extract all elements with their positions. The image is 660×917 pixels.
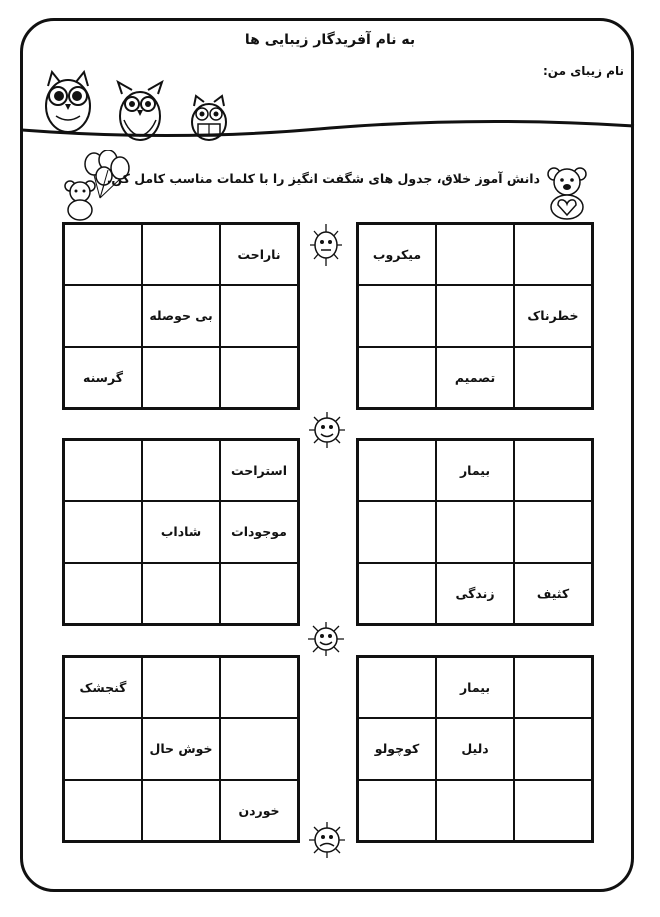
name-label: نام زیبای من: <box>542 64 624 78</box>
grid-cell[interactable]: تصمیم <box>436 347 514 408</box>
grid-cell[interactable] <box>514 657 592 718</box>
virus-icon <box>308 222 344 268</box>
word-grid-bottom-right <box>356 655 594 843</box>
grid-cell[interactable]: میکروب <box>358 224 436 285</box>
grid-cell[interactable] <box>514 780 592 841</box>
grid-cell[interactable] <box>64 440 142 501</box>
grid-cell[interactable] <box>142 780 220 841</box>
grid-cell[interactable] <box>64 501 142 562</box>
grid-cell[interactable] <box>436 780 514 841</box>
grid-cell[interactable] <box>220 563 298 624</box>
grid-cell[interactable] <box>64 224 142 285</box>
grid-cell[interactable] <box>514 224 592 285</box>
teddy-bear-icon <box>60 178 104 222</box>
word-grid-middle-left <box>62 438 300 626</box>
grid-cell[interactable]: کوچولو <box>358 718 436 779</box>
virus-icon <box>306 620 346 658</box>
grid-cell[interactable] <box>436 501 514 562</box>
grid-cell[interactable]: موجودات <box>220 501 298 562</box>
grid-cell[interactable] <box>358 563 436 624</box>
grid-cell[interactable] <box>436 285 514 346</box>
grid-cell[interactable]: بی حوصله <box>142 285 220 346</box>
word-grid-top-left <box>62 222 300 410</box>
grid-cell[interactable]: زندگی <box>436 563 514 624</box>
grid-cell[interactable] <box>142 657 220 718</box>
instruction-text: دانش آموز خلاق، جدول های شگفت انگیز را با کلمات مناسب کامل کن. <box>106 171 540 186</box>
grid-cell[interactable]: خطرناک <box>514 285 592 346</box>
grid-cell[interactable]: شاداب <box>142 501 220 562</box>
word-grid-bottom-left <box>62 655 300 843</box>
teddy-bear-icon <box>544 165 590 221</box>
grid-cell[interactable] <box>64 780 142 841</box>
grid-cell[interactable] <box>358 780 436 841</box>
grid-cell[interactable]: گنجشک <box>64 657 142 718</box>
grid-cell[interactable]: بیمار <box>436 657 514 718</box>
page-title: به نام آفریدگار زیبایی ها <box>244 32 416 48</box>
grid-cell[interactable] <box>142 224 220 285</box>
grid-cell[interactable] <box>220 347 298 408</box>
grid-cell[interactable]: ناراحت <box>220 224 298 285</box>
grid-cell[interactable] <box>220 718 298 779</box>
grid-cell[interactable] <box>64 285 142 346</box>
grid-cell[interactable]: استراحت <box>220 440 298 501</box>
grid-cell[interactable] <box>358 347 436 408</box>
header-wave-divider <box>0 110 660 150</box>
grid-cell[interactable] <box>220 657 298 718</box>
grid-cell[interactable]: بیمار <box>436 440 514 501</box>
virus-icon <box>307 410 347 450</box>
word-grid-middle-right <box>356 438 594 626</box>
grid-cell[interactable]: کثیف <box>514 563 592 624</box>
grid-cell[interactable] <box>142 440 220 501</box>
word-grid-top-right <box>356 222 594 410</box>
grid-cell[interactable] <box>358 657 436 718</box>
grid-cell[interactable] <box>142 347 220 408</box>
grid-cell[interactable]: خوش حال <box>142 718 220 779</box>
grid-cell[interactable]: دلیل <box>436 718 514 779</box>
grid-cell[interactable] <box>358 285 436 346</box>
grid-cell[interactable]: گرسنه <box>64 347 142 408</box>
grid-cell[interactable] <box>514 440 592 501</box>
grid-cell[interactable] <box>64 563 142 624</box>
grid-cell[interactable] <box>220 285 298 346</box>
grid-cell[interactable] <box>514 347 592 408</box>
grid-cell[interactable] <box>436 224 514 285</box>
grid-cell[interactable] <box>514 501 592 562</box>
grid-cell[interactable]: خوردن <box>220 780 298 841</box>
grid-cell[interactable] <box>358 440 436 501</box>
grid-cell[interactable] <box>358 501 436 562</box>
grid-cell[interactable] <box>142 563 220 624</box>
grid-cell[interactable] <box>64 718 142 779</box>
grid-cell[interactable] <box>514 718 592 779</box>
virus-icon <box>307 820 347 860</box>
